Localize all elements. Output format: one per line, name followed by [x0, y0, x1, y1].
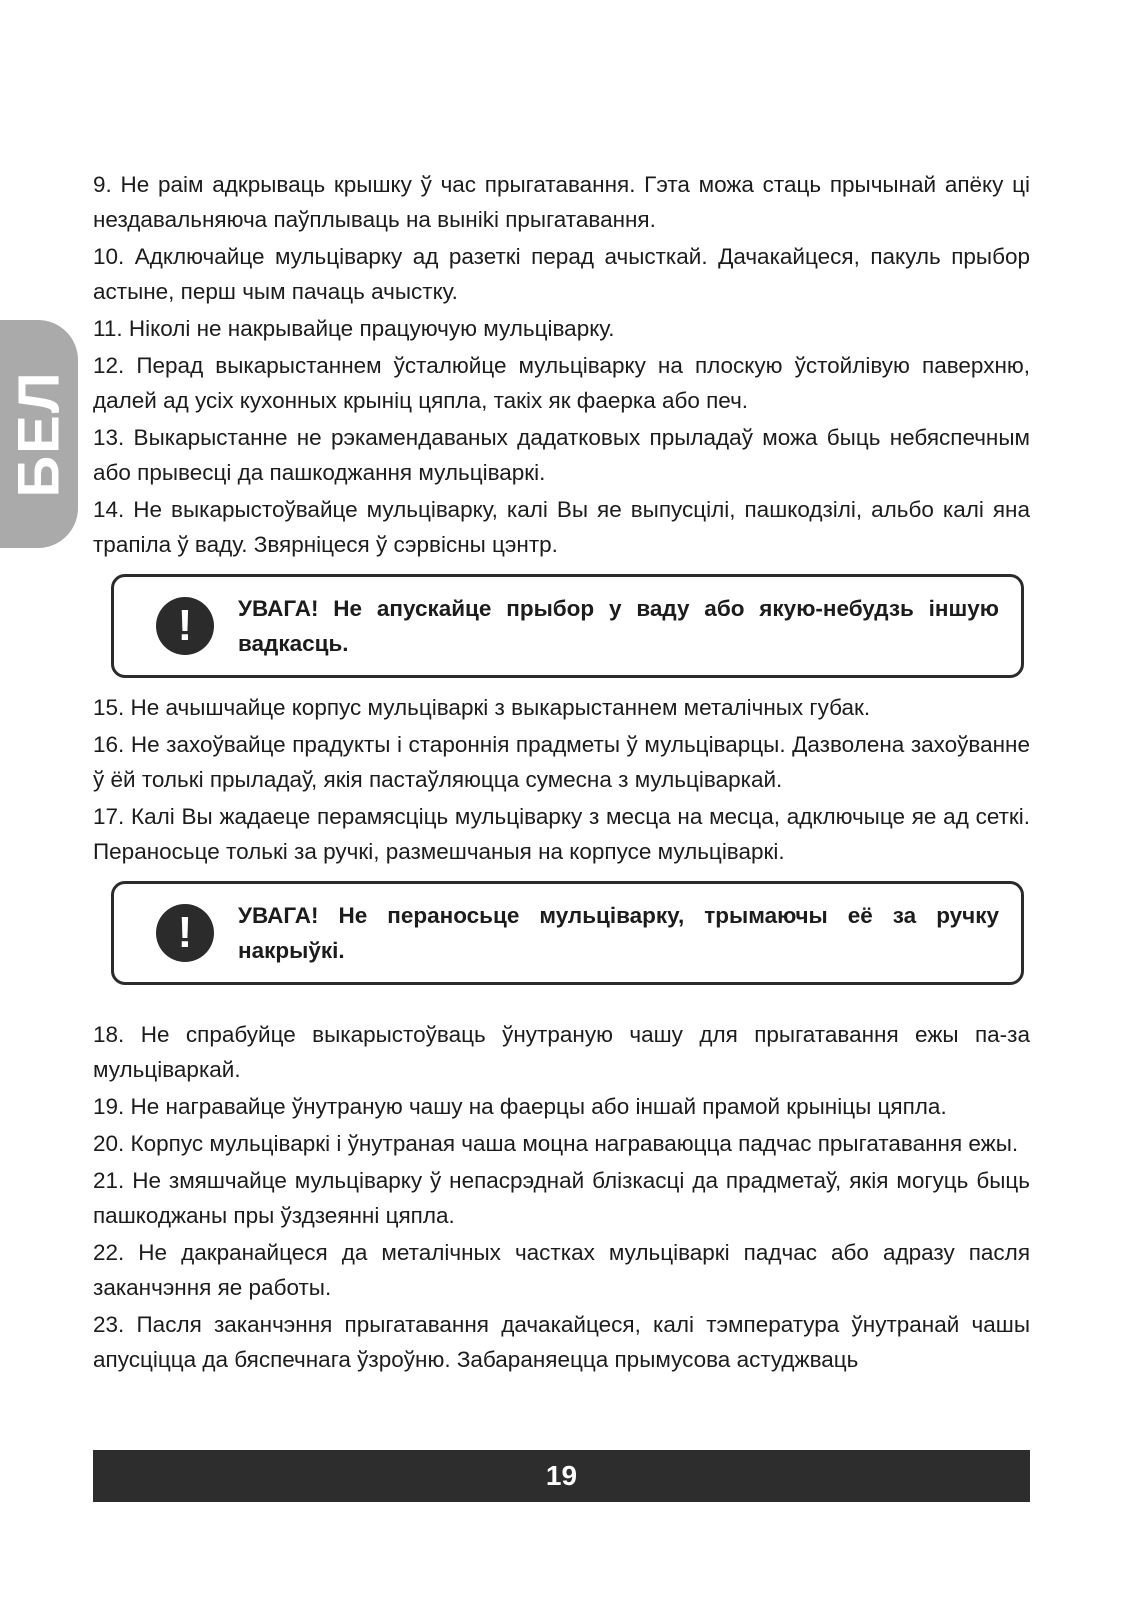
- warning-text: УВАГА! Не пераносьце мульціварку, трымаючы её за ручку накрыўкі.: [238, 903, 999, 963]
- language-tab-label: БЕЛ: [6, 370, 72, 498]
- page-content: [93, 167, 1030, 1379]
- list-item: 14. Не выкарыстоўвайце мульціварку, калі Вы яе выпусцілі, пашкодзілі, альбо калі яна трапіла ў ваду. Звярніцеся ў сэрвісны цэнтр.: [93, 497, 1030, 557]
- list-item: 22. Не дакранайцеся да металічных частках мульціваркі падчас або адразу пасля заканчэння яе работы.: [93, 1240, 1030, 1300]
- list-item: 20. Корпус мульціваркі і ўнутраная чаша моцна награваюцца падчас прыгатавання ежы.: [93, 1131, 1019, 1156]
- list-item: 12. Перад выкарыстаннем ўсталюйце мульціварку на плоскую ўстойлівую паверхню, далей ад усіх кухонных крыніц цяпла, такіх як фаерка або печ.: [93, 353, 1030, 413]
- list-item: 17. Калі Вы жадаеце перамясціць мульціварку з месца на месца, адключыце яе ад сеткі. Пераносьце толькі за ручкі, размешчаныя на корпусе мульціваркі.: [93, 804, 1030, 864]
- language-tab: [0, 320, 78, 548]
- list-item: 18. Не спрабуйце выкарыстоўваць ўнутраную чашу для прыгатавання ежы па-за мульціваркай.: [93, 1022, 1030, 1082]
- exclamation-icon: !: [156, 904, 214, 962]
- list-item: 21. Не змяшчайце мульціварку ў непасрэднай блізкасці да прадметаў, якія могуць быць пашкоджаны пры ўздзеянні цяпла.: [93, 1168, 1030, 1228]
- list-item: 15. Не ачышчайце корпус мульціваркі з выкарыстаннем металічных губак.: [93, 695, 871, 720]
- warning-box-handle: [111, 881, 1024, 985]
- list-item: 13. Выкарыстанне не рэкамендаваных дадатковых прыладаў можа быць небяспечным або прывесці да пашкоджання мульціваркі.: [93, 425, 1030, 485]
- list-item: 10. Адключайце мульціварку ад разеткі перад ачысткай. Дачакайцеся, пакуль прыбор астыне, перш чым пачаць ачыстку.: [93, 244, 1030, 304]
- page-footer: [93, 1450, 1030, 1502]
- warning-box-water: [111, 574, 1024, 678]
- exclamation-icon: !: [156, 597, 214, 655]
- list-item: 23. Пасля заканчэння прыгатавання дачакайцеся, калі тэмпература ўнутранай чашы апусціцца да бяспечнага ўзроўню. Забараняецца прымусова астуджваць: [93, 1312, 1030, 1372]
- list-item: 16. Не захоўвайце прадукты і староннія прадметы ў мульціварцы. Дазволена захоўванне ў ёй толькі прыладаў, якія пастаўляюцца сумесна з мульціваркай.: [93, 732, 1030, 792]
- list-item: 11. Ніколі не накрывайце працуючую мульціварку.: [93, 316, 615, 341]
- page-number: 19: [545, 1460, 578, 1491]
- list-item: 9. Не раім адкрываць крышку ў час прыгатавання. Гэта можа стаць прычынай апёку ці нездавальняюча паўплываць на выніki прыгатавання.: [93, 172, 1030, 232]
- warning-text: УВАГА! Не апускайце прыбор у ваду або якую-небудзь іншую вадкасць.: [238, 596, 999, 656]
- list-item: 19. Не награвайце ўнутраную чашу на фаерцы або іншай прамой крыніцы цяпла.: [93, 1094, 947, 1119]
